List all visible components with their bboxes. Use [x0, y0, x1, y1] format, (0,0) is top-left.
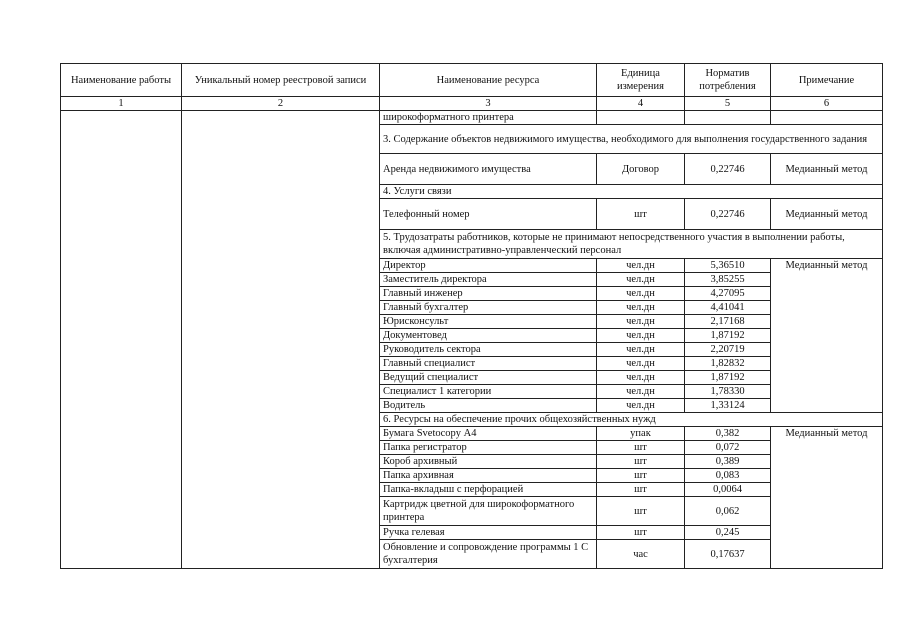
column-number: 2: [182, 97, 380, 111]
header-work-name: Наименование работы: [61, 64, 182, 97]
section-4-title: 4. Услуги связи: [380, 185, 883, 199]
resource-norm: 5,36510: [685, 259, 771, 273]
empty-cell: [685, 111, 771, 125]
resource-norm: 1,87192: [685, 371, 771, 385]
resource-unit: шт: [597, 497, 685, 526]
resource-unit: упак: [597, 427, 685, 441]
resource-norm: 1,82832: [685, 357, 771, 371]
work-name-cell: [61, 111, 182, 569]
resource-unit: чел.дн: [597, 357, 685, 371]
resource-name: Папка регистратор: [380, 441, 597, 455]
resource-name: Главный специалист: [380, 357, 597, 371]
resource-unit: чел.дн: [597, 329, 685, 343]
resource-name: Специалист 1 категории: [380, 385, 597, 399]
resource-norm: 0,0064: [685, 483, 771, 497]
resource-norm: 3,85255: [685, 273, 771, 287]
resource-norm: 1,87192: [685, 329, 771, 343]
resource-name: Директор: [380, 259, 597, 273]
resource-norm: 2,17168: [685, 315, 771, 329]
resource-unit: шт: [597, 483, 685, 497]
resource-unit: шт: [597, 469, 685, 483]
column-number-row: [61, 97, 883, 111]
section-3-title: 3. Содержание объектов недвижимого имущества, необходимого для выполнения государственного задания: [380, 125, 883, 154]
resource-name: Короб архивный: [380, 455, 597, 469]
resource-norm: 0,382: [685, 427, 771, 441]
resource-norms-table: [60, 63, 883, 569]
resource-name-continuation: широкоформатного принтера: [380, 111, 597, 125]
resource-unit: чел.дн: [597, 273, 685, 287]
header-unit: Единица измерения: [597, 64, 685, 97]
resource-unit: шт: [597, 199, 685, 230]
resource-unit: шт: [597, 526, 685, 540]
column-number: 5: [685, 97, 771, 111]
resource-name: Главный бухгалтер: [380, 301, 597, 315]
resource-norm: 0,22746: [685, 199, 771, 230]
resource-unit: чел.дн: [597, 287, 685, 301]
resource-note: Медианный метод: [771, 199, 883, 230]
resource-name: Папка архивная: [380, 469, 597, 483]
resource-norm: 2,20719: [685, 343, 771, 357]
resource-note: Медианный метод: [771, 427, 883, 569]
resource-note: Медианный метод: [771, 154, 883, 185]
resource-unit: шт: [597, 441, 685, 455]
resource-unit: чел.дн: [597, 259, 685, 273]
resource-unit: чел.дн: [597, 385, 685, 399]
column-number: 1: [61, 97, 182, 111]
resource-norm: 1,33124: [685, 399, 771, 413]
resource-unit: чел.дн: [597, 301, 685, 315]
resource-name: Руководитель сектора: [380, 343, 597, 357]
resource-norm: 0,083: [685, 469, 771, 483]
resource-norm: 0,389: [685, 455, 771, 469]
resource-name: Ведущий специалист: [380, 371, 597, 385]
resource-norm: 4,41041: [685, 301, 771, 315]
resource-name: Юрисконсульт: [380, 315, 597, 329]
resource-name: Картридж цветной для широкоформатного принтера: [380, 497, 597, 526]
registry-number-cell: [182, 111, 380, 569]
header-registry-number: Уникальный номер реестровой записи: [182, 64, 380, 97]
column-number: 4: [597, 97, 685, 111]
resource-norm: 0,062: [685, 497, 771, 526]
resource-name: Телефонный номер: [380, 199, 597, 230]
resource-name: Водитель: [380, 399, 597, 413]
header-resource-name: Наименование ресурса: [380, 64, 597, 97]
resource-name: Главный инженер: [380, 287, 597, 301]
resource-norm: 0,17637: [685, 540, 771, 569]
resource-unit: чел.дн: [597, 371, 685, 385]
resource-name: Аренда недвижимого имущества: [380, 154, 597, 185]
header-norm: Норматив потребления: [685, 64, 771, 97]
resource-note: Медианный метод: [771, 259, 883, 413]
resource-unit: чел.дн: [597, 343, 685, 357]
resource-unit: час: [597, 540, 685, 569]
column-number: 6: [771, 97, 883, 111]
section-5-title: 5. Трудозатраты работников, которые не принимают непосредственного участия в выполнении работы, включая административно-управленческий персонал: [380, 230, 883, 259]
resource-unit: Договор: [597, 154, 685, 185]
header-row: [61, 64, 883, 97]
resource-name: Обновление и сопровождение программы 1 С бухгалтерия: [380, 540, 597, 569]
resource-name: Ручка гелевая: [380, 526, 597, 540]
resource-norm: 0,072: [685, 441, 771, 455]
continuation-row: [61, 111, 883, 125]
empty-cell: [597, 111, 685, 125]
resource-unit: чел.дн: [597, 315, 685, 329]
resource-name: Документовед: [380, 329, 597, 343]
section-6-title: 6. Ресурсы на обеспечение прочих общехозяйственных нужд: [380, 413, 883, 427]
resource-norm: 0,22746: [685, 154, 771, 185]
resource-unit: чел.дн: [597, 399, 685, 413]
resource-norm: 4,27095: [685, 287, 771, 301]
resource-name: Папка-вкладыш с перфорацией: [380, 483, 597, 497]
resource-name: Заместитель директора: [380, 273, 597, 287]
empty-cell: [771, 111, 883, 125]
resource-norm: 0,245: [685, 526, 771, 540]
header-note: Примечание: [771, 64, 883, 97]
column-number: 3: [380, 97, 597, 111]
resource-name: Бумага Svetocopy А4: [380, 427, 597, 441]
resource-unit: шт: [597, 455, 685, 469]
resource-norm: 1,78330: [685, 385, 771, 399]
